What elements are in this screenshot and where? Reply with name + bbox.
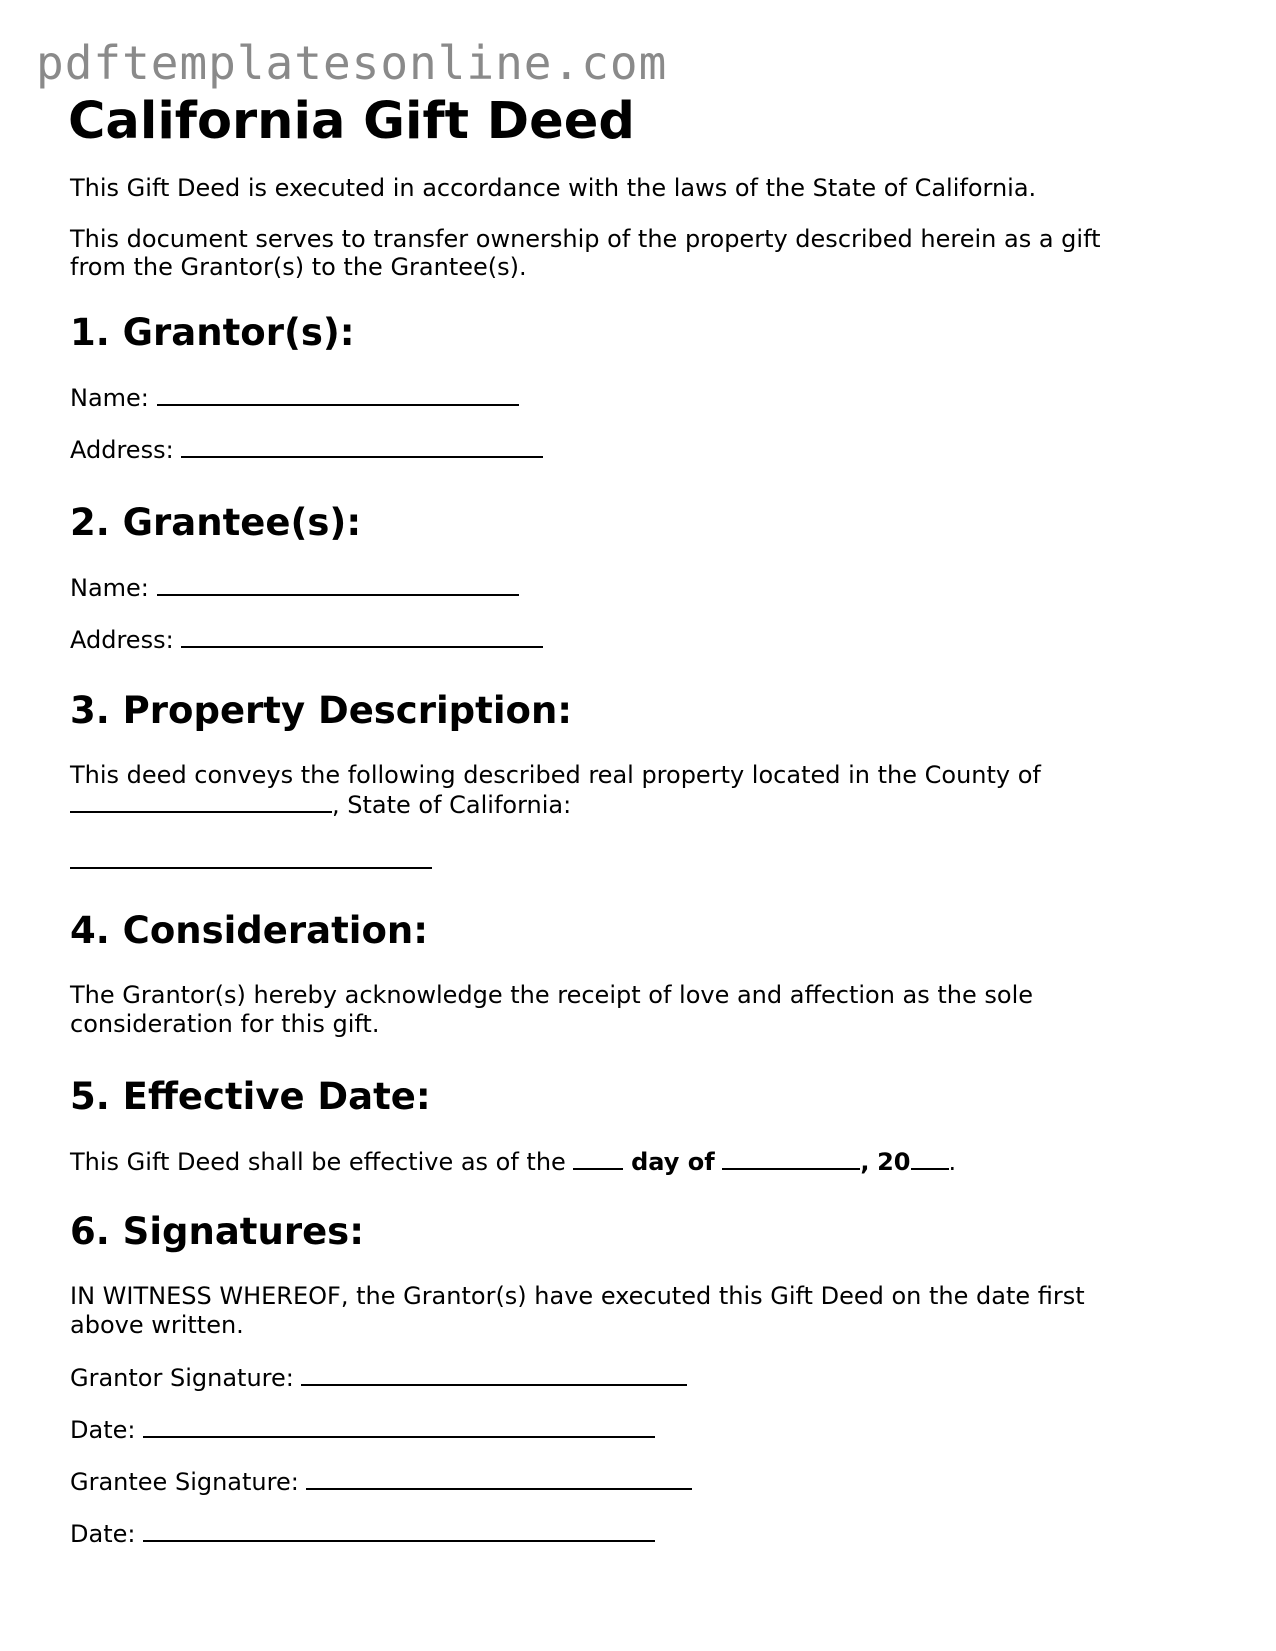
comma-text: , [860, 1148, 870, 1176]
grantee-date-label: Date: [70, 1520, 136, 1548]
grantor-heading: 1. Grantor(s): [70, 311, 355, 354]
property-heading: 3. Property Description: [70, 689, 573, 732]
grantee-name-field[interactable] [157, 572, 519, 596]
grantee-address-field[interactable] [181, 624, 543, 648]
grantor-date-label: Date: [70, 1416, 136, 1444]
grantee-address-label: Address: [70, 626, 174, 654]
property-description-row [70, 845, 432, 876]
grantor-date-row [70, 1414, 655, 1445]
effective-day-field[interactable] [573, 1146, 623, 1170]
signatures-text-line-1: IN WITNESS WHEREOF, the Grantor(s) have executed this Gift Deed on the date first [70, 1282, 1085, 1310]
effective-date-text: This Gift Deed shall be effective as of the [70, 1148, 566, 1176]
county-field[interactable] [70, 789, 332, 813]
signatures-text-line-2: above written. [70, 1311, 244, 1339]
grantor-signature-row [70, 1362, 687, 1393]
consideration-text-line-1: The Grantor(s) hereby acknowledge the receipt of love and affection as the sole [70, 981, 1034, 1009]
property-state-text: , State of California: [332, 791, 572, 819]
document-title: California Gift Deed [68, 92, 635, 151]
property-description-field[interactable] [70, 845, 432, 869]
grantor-signature-label: Grantor Signature: [70, 1364, 294, 1392]
period-text: . [948, 1148, 957, 1176]
effective-month-field[interactable] [722, 1146, 860, 1170]
grantee-heading: 2. Grantee(s): [70, 501, 362, 544]
year-prefix: 20 [877, 1148, 911, 1176]
grantor-name-row [70, 382, 519, 413]
grantor-name-label: Name: [70, 384, 149, 412]
grantee-signature-row [70, 1466, 692, 1497]
grantor-date-field[interactable] [143, 1414, 655, 1438]
grantor-address-field[interactable] [181, 434, 543, 458]
grantor-name-field[interactable] [157, 382, 519, 406]
grantor-address-row [70, 434, 543, 465]
intro-paragraph-2-line-2: from the Grantor(s) to the Grantee(s). [70, 253, 527, 281]
signatures-heading: 6. Signatures: [70, 1210, 364, 1253]
property-text-line-1: This deed conveys the following described real property located in the County of [70, 761, 1041, 789]
grantee-name-label: Name: [70, 574, 149, 602]
grantee-date-field[interactable] [143, 1518, 655, 1542]
grantee-signature-label: Grantee Signature: [70, 1468, 299, 1496]
effective-year-field[interactable] [911, 1146, 949, 1170]
watermark: pdftemplatesonline.com [36, 36, 668, 90]
intro-paragraph-2-line-1: This document serves to transfer ownership of the property described herein as a gift [70, 225, 1101, 253]
grantor-signature-field[interactable] [301, 1362, 687, 1386]
grantor-address-label: Address: [70, 436, 174, 464]
property-text-line-2 [70, 789, 571, 820]
effective-date-row [70, 1146, 956, 1177]
grantee-signature-field[interactable] [306, 1466, 692, 1490]
grantee-date-row [70, 1518, 655, 1549]
day-of-text: day of [631, 1148, 715, 1176]
grantee-address-row [70, 624, 543, 655]
consideration-text-line-2: consideration for this gift. [70, 1010, 380, 1038]
grantee-name-row [70, 572, 519, 603]
intro-paragraph-1: This Gift Deed is executed in accordance with the laws of the State of California. [70, 174, 1037, 202]
effective-date-heading: 5. Effective Date: [70, 1075, 431, 1118]
consideration-heading: 4. Consideration: [70, 909, 429, 952]
